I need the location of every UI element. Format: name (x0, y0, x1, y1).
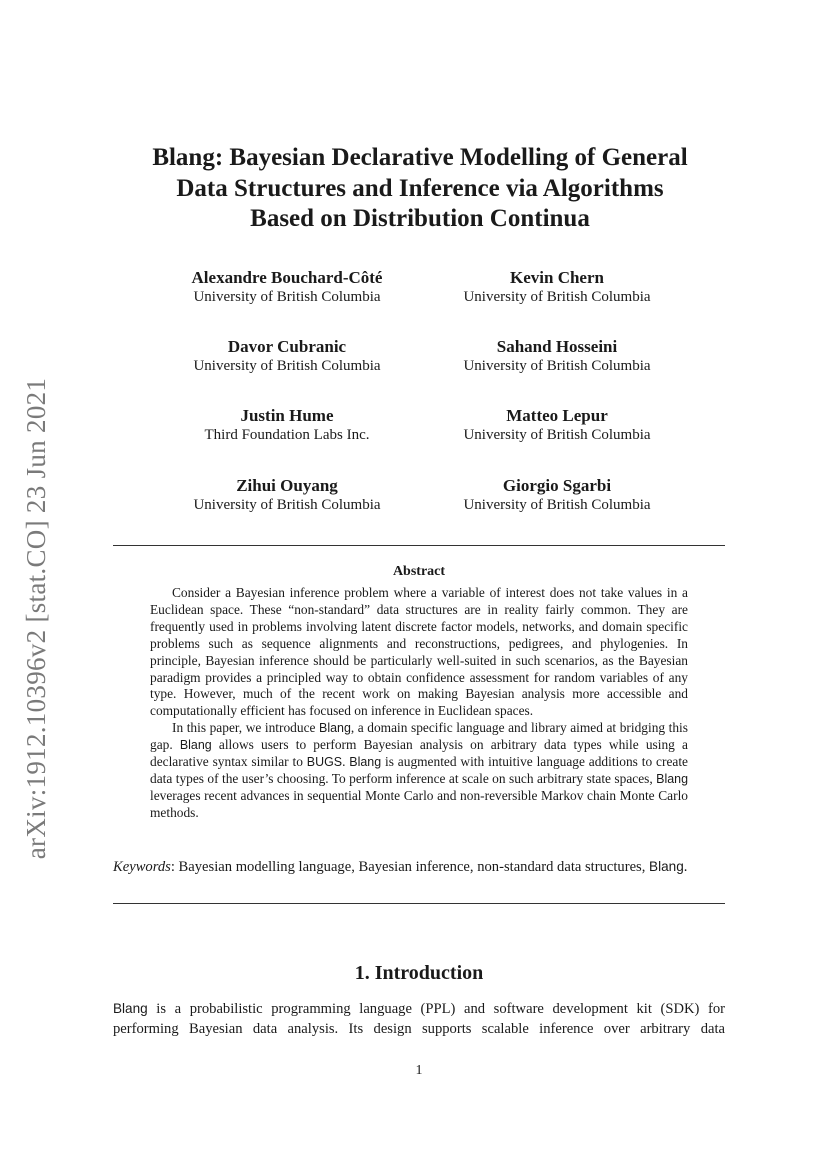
blang-name: Blang (349, 755, 382, 770)
author-affiliation: University of British Columbia (193, 289, 381, 305)
author-name: Giorgio Sgarbi (502, 476, 612, 495)
author-affiliation: Third Foundation Labs Inc. (204, 427, 370, 443)
bugs-name: BUGS (306, 755, 343, 770)
intro-body (113, 999, 725, 1039)
keywords-end: . (683, 859, 688, 875)
author-affiliation: University of British Columbia (193, 497, 381, 513)
keywords (113, 857, 725, 878)
abstract-text: is augmented with intuitive language additions to create data types of the user’s choosing. To perform inference at scale on such arbitrary state spaces, (150, 754, 688, 786)
author-affiliation: University of British Columbia (193, 358, 381, 374)
author-affiliation: University of British Columbia (463, 289, 651, 305)
abstract-paragraph: Consider a Bayesian inference problem where a variable of interest does not take values in a Euclidean space. These “non-standard” data structures are in reality fairly common. They are frequently used in problems involving latent discrete factor models, networks, and domain specific problems such as sequence alignments and reconstructions, pedigrees, and phylogenies. In principle, Bayesian inference should be particularly well-suited in such scenarios, as the Bayesian paradigm provides a principled way to obtain confidence assessment for random variables of any type. However, much of the recent work on making Bayesian analysis more accessible and computationally efficient has focused on inference in Euclidean spaces. (150, 585, 688, 719)
blang-name: Blang (113, 1001, 148, 1016)
title-line: Based on Distribution Continua (250, 205, 590, 232)
abstract-heading: Abstract (392, 564, 446, 579)
page-number: 1 (415, 1063, 423, 1078)
author-block (137, 337, 437, 376)
abstract-text: . (342, 754, 350, 770)
author-name: Zihui Ouyang (236, 476, 338, 495)
abstract-text: allows users to perform Bayesian analysis on arbitrary data types while using a declarative syntax similar to (150, 737, 688, 770)
author-name: Davor Cubranic (227, 337, 347, 356)
author-name: Matteo Lepur (506, 406, 608, 425)
title-line: Blang: Bayesian Declarative Modelling of General (152, 144, 688, 171)
section-heading: 1. Introduction (354, 962, 484, 984)
arxiv-stamp (20, 358, 54, 878)
abstract-paragraph (150, 720, 688, 821)
blang-name: Blang (649, 859, 684, 874)
title-line: Data Structures and Inference via Algorithms (176, 174, 664, 202)
author-block (407, 406, 707, 445)
author-block (407, 337, 707, 376)
keywords-text: : Bayesian modelling language, Bayesian inference, non-standard data structures, (170, 859, 650, 875)
abstract-bottom-rule (113, 903, 725, 904)
author-block (407, 268, 707, 307)
author-name: Justin Hume (240, 406, 334, 425)
author-block (407, 476, 707, 515)
blang-name: Blang (319, 721, 351, 736)
abstract-top-rule (113, 545, 725, 546)
author-name: Alexandre Bouchard-Côté (191, 268, 383, 287)
keywords-label: Keywords (113, 859, 171, 875)
author-block (137, 268, 437, 307)
intro-text: is a probabilistic programming language (PPL) and software development kit (SDK) for (147, 1001, 725, 1017)
author-affiliation: University of British Columbia (463, 497, 651, 513)
author-block (137, 476, 437, 515)
blang-name: Blang (656, 771, 688, 786)
arxiv-stamp-text: arXiv:1912.10396v2 [stat.CO] 23 Jun 2021 (21, 377, 52, 859)
blang-name: Blang (179, 738, 212, 753)
intro-line: performing Bayesian data analysis. Its design supports scalable inference over arbitrary data (113, 1020, 725, 1037)
author-name: Sahand Hosseini (496, 337, 618, 356)
author-affiliation: University of British Columbia (463, 358, 651, 374)
abstract-text: In this paper, we introduce (172, 720, 320, 736)
paper-title (100, 143, 740, 235)
abstract-text: , a domain specific language and library aimed at bridging this gap. (150, 720, 688, 753)
intro-line (113, 999, 725, 1020)
author-name: Kevin Chern (510, 268, 604, 287)
abstract-text: leverages recent advances in sequential Monte Carlo and non-reversible Markov chain Monte Carlo methods. (150, 787, 688, 820)
abstract-body (150, 585, 688, 822)
author-affiliation: University of British Columbia (463, 427, 651, 443)
author-block (137, 406, 437, 445)
